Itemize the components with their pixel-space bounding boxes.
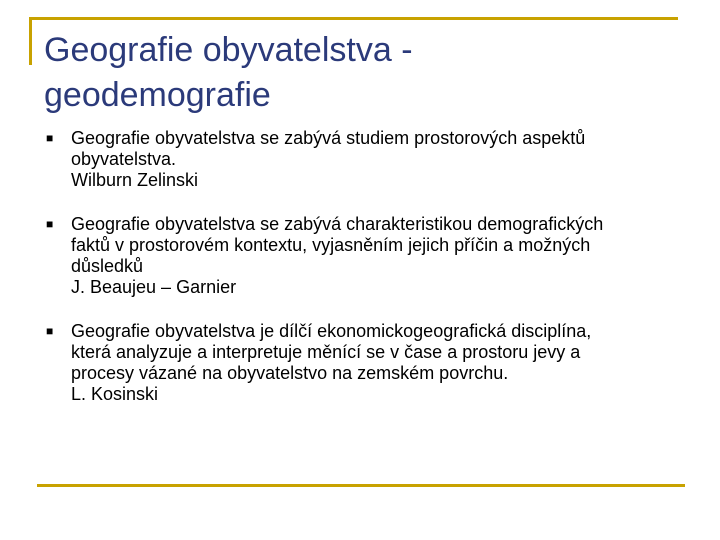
bullet-item [46,128,686,191]
bullet-line: Geografie obyvatelstva se zabývá charakteristikou demografických [71,214,604,234]
bullet-line: procesy vázané na obyvatelstvo na zemském povrchu. [71,363,509,383]
top-rule [30,17,678,20]
bullet-line: která analyzuje a interpretuje měnící se v čase a prostoru jevy a [71,342,581,362]
bullet-author: J. Beaujeu – Garnier [71,277,237,297]
bullet-line: Geografie obyvatelstva je dílčí ekonomickogeografická disciplína, [71,321,592,341]
bullet-line: obyvatelstva. [71,149,177,169]
square-bullet-icon: ■ [46,324,54,338]
bullet-author: L. Kosinski [71,384,159,404]
bullet-line: důsledků [71,256,144,276]
bottom-rule [37,484,685,487]
bullet-line: Geografie obyvatelstva se zabývá studiem prostorových aspektů [71,128,586,148]
square-bullet-icon: ■ [46,131,54,145]
left-rule [29,17,32,65]
bullet-item [46,321,686,405]
bullet-author: Wilburn Zelinski [71,170,199,190]
bullet-line: faktů v prostorovém kontextu, vyjasněním jejich příčin a možných [71,235,591,255]
slide-title [44,28,684,118]
bullet-item [46,214,686,298]
title-line-1: Geografie obyvatelstva - [44,31,413,69]
bullet-list [46,128,686,428]
square-bullet-icon: ■ [46,217,54,231]
title-line-2: geodemografie [44,76,271,114]
